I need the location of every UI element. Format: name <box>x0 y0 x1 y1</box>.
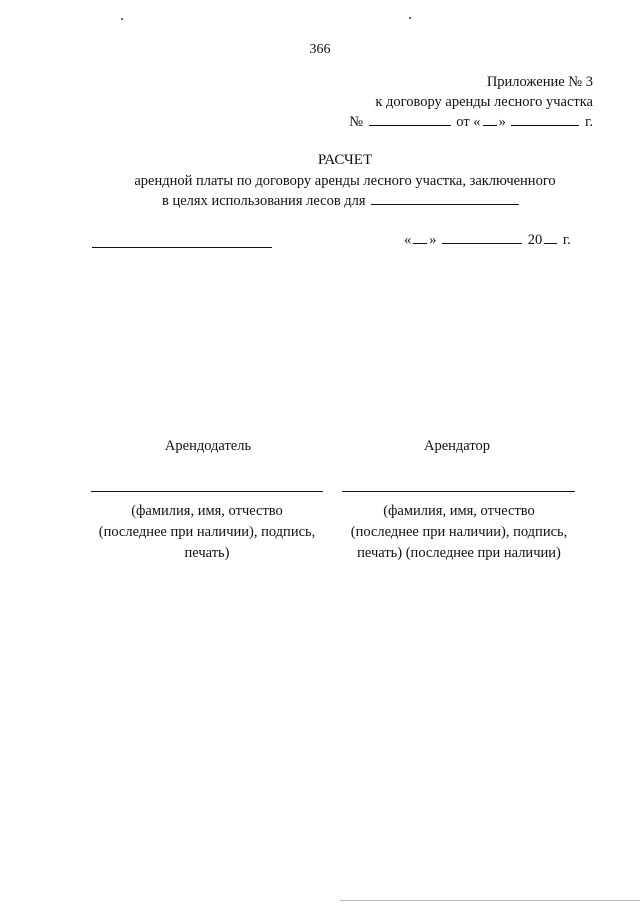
place-blank <box>92 247 272 248</box>
lessor-signature-line <box>91 491 323 492</box>
contract-day-blank <box>483 124 497 126</box>
date-year-suffix: г. <box>562 232 571 248</box>
date-month-blank <box>442 242 522 244</box>
lessee-signature-note <box>334 501 584 564</box>
calculation-title: РАСЧЕТ <box>317 152 373 168</box>
contract-number-blank <box>369 124 451 126</box>
scan-edge-line <box>340 900 640 901</box>
scan-speck <box>121 18 123 20</box>
lessee-note-line-1: (фамилия, имя, отчество <box>383 503 535 519</box>
calculation-line-1: арендной платы по договору аренды лесного участка, заключенного <box>134 173 556 189</box>
lessor-signature-note <box>82 501 332 564</box>
date-year-prefix: 20 <box>527 232 543 248</box>
scan-speck <box>409 17 411 19</box>
lessor-note-line-3: печать) <box>184 545 230 561</box>
calculation-purpose-label: в целях использования лесов для <box>162 193 366 209</box>
lessee-signature-line <box>342 491 575 492</box>
contract-quote-close: » <box>498 114 506 130</box>
date-close-quote: » <box>429 232 437 248</box>
annex-contract-line <box>349 114 593 131</box>
annex-subtitle: к договору аренды лесного участка <box>375 94 593 110</box>
date-year-blank <box>544 242 557 244</box>
date-day-blank <box>413 242 427 244</box>
lessee-label: Арендатор <box>423 438 490 454</box>
contract-from-label: от « <box>456 114 481 130</box>
lessor-note-line-2: (последнее при наличии), подпись, <box>98 524 316 540</box>
purpose-blank <box>371 203 519 205</box>
lessee-note-line-2: (последнее при наличии), подпись, <box>350 524 568 540</box>
page-number: 366 <box>309 42 331 57</box>
annex-title: Приложение № 3 <box>486 74 593 90</box>
document-date <box>404 232 571 249</box>
lessee-note-line-3: печать) (последнее при наличии) <box>357 545 561 561</box>
calculation-line-2 <box>162 193 521 210</box>
contract-year-suffix: г. <box>585 114 593 130</box>
contract-month-blank <box>511 124 579 126</box>
contract-number-prefix: № <box>349 114 364 130</box>
lessor-label: Арендодатель <box>164 438 252 454</box>
lessor-note-line-1: (фамилия, имя, отчество <box>131 503 283 519</box>
date-open-quote: « <box>404 232 412 248</box>
